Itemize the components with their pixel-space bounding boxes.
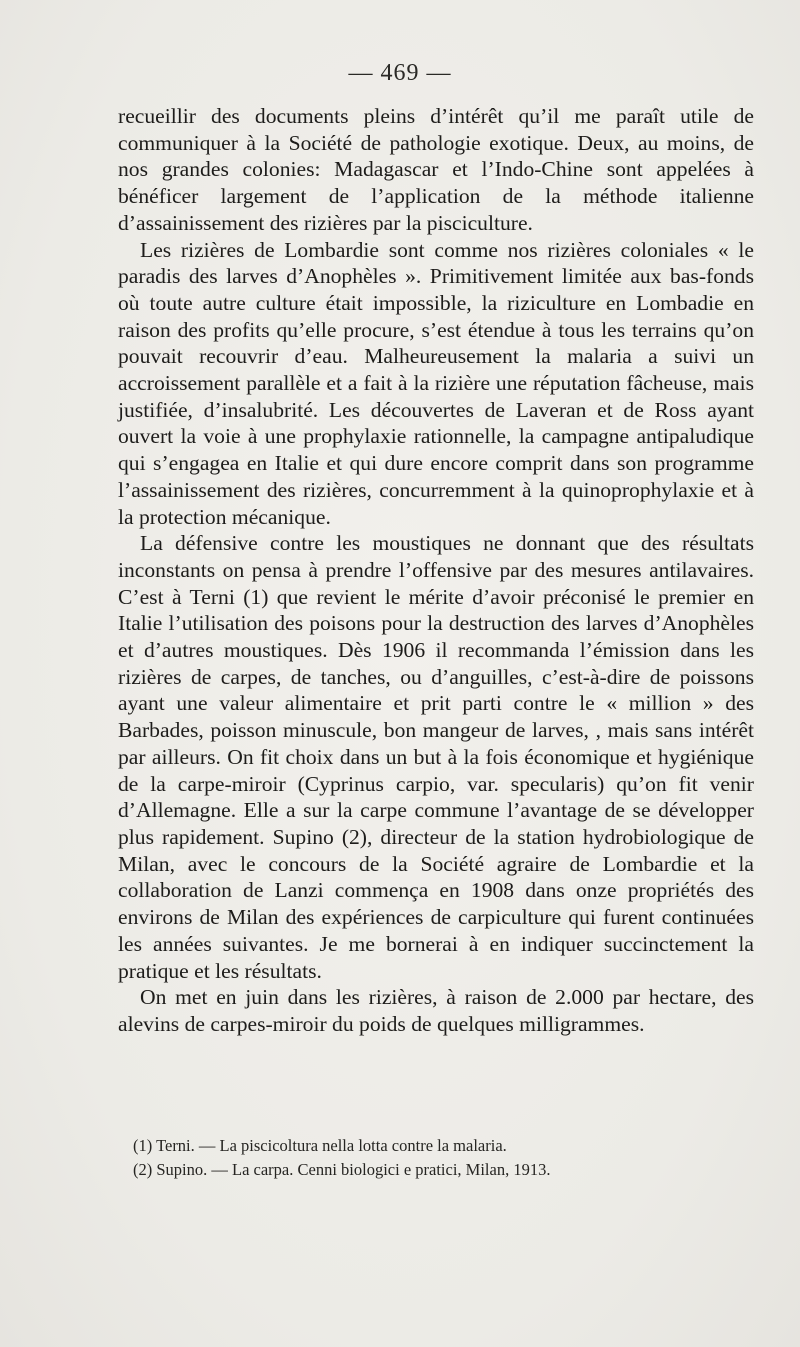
paragraph-2: Les rizières de Lombardie sont comme nos rizières coloniales « le paradis des larves d’Anophèles ». Primitivement limitée aux bas-fonds où toute autre culture était impossible, la riziculture en Lombadie en raison des profits qu’elle procure, s’est étendue à tous les terrains qu’on pouvait recouvrir d’eau. Malheureusement la malaria a suivi un accroissement parallèle et a fait à la rizière une réputation fâcheuse, mais justifiée, d’insalubrité. Les découvertes de Laveran et de Ross ayant ouvert la voie à une prophylaxie rationnelle, la campagne antipaludique qui s’engagea en Italie et qui dure encore comprit dans son programme l’assainissement des rizières, concurremment à la quinoprophylaxie et à la protection mécanique. <box>118 237 754 529</box>
body-text <box>118 103 754 1038</box>
footnote-1: (1) Terni. — La piscicoltura nella lotta contre la malaria. <box>133 1136 507 1155</box>
footnotes <box>133 1134 733 1182</box>
paragraph-3: La défensive contre les moustiques ne donnant que des résultats inconstants on pensa à prendre l’offensive par des mesures antilavaires. C’est à Terni (1) que revient le mérite d’avoir préconisé le premier en Italie l’utilisation des poisons pour la destruction des larves d’Anophèles et d’autres moustiques. Dès 1906 il recommanda l’émission dans les rizières de carpes, de tanches, ou d’anguilles, c’est-à-dire de poissons ayant une valeur alimentaire et prit parti contre le « million » des Barbades, poisson minuscule, bon mangeur de larves, , mais sans intérêt par ailleurs. On fit choix dans un but à la fois économique et hygiénique de la carpe-miroir (Cyprinus carpio, var. specularis) qu’on fit venir d’Allemagne. Elle a sur la carpe commune l’avantage de se développer plus rapidement. Supino (2), directeur de la station hydrobiologique de Milan, avec le concours de la Société agraire de Lombardie et la collaboration de Lanzi commença en 1908 dans onze propriétés des environs de Milan des expériences de carpiculture qui furent continuées les années suivantes. Je me bornerai à en indiquer succinctement la pratique et les résultats. <box>118 531 754 983</box>
paragraph-1: recueillir des documents pleins d’intérêt qu’il me paraît utile de communiquer à la Société de pathologie exotique. Deux, au moins, de nos grandes colonies: Madagascar et l’Indo-Chine sont appelées à bénéficer largement de l’application de la méthode italienne d’assainissement des rizières par la pisciculture. <box>118 104 754 235</box>
paragraph-4: On met en juin dans les rizières, à raison de 2.000 par hectare, des alevins de carpes-miroir du poids de quelques milligrammes. <box>118 985 754 1036</box>
footnote-2: (2) Supino. — La carpa. Cenni biologici e pratici, Milan, 1913. <box>133 1160 551 1179</box>
page-number: — 469 — <box>348 60 452 86</box>
